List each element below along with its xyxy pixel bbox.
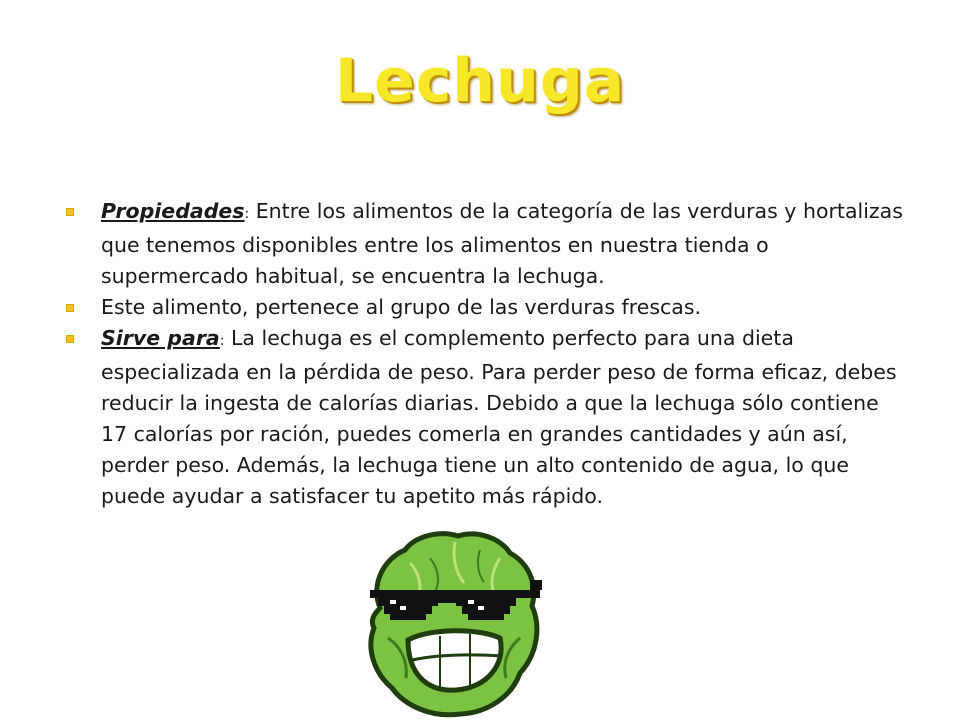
bullet-term: Sirve para <box>101 326 220 350</box>
lettuce-sunglasses-icon <box>360 528 545 720</box>
bullet-item-propiedades <box>64 196 904 292</box>
bullet-square-icon <box>66 304 74 312</box>
bullet-term: Propiedades <box>101 199 245 223</box>
bullet-list <box>64 196 904 512</box>
bullet-text: Este alimento, pertenece al grupo de las verduras frescas. <box>101 295 702 319</box>
bullet-square-icon <box>66 335 74 343</box>
bullet-text: Entre los alimentos de la categoría de las verduras y hortalizas que tenemos disponibles entre los alimentos en nuestra tienda o supermercado habitual, se encuentra la lechuga. <box>101 199 903 288</box>
bullet-item-grupo <box>64 292 904 323</box>
slide-title: Lechuga <box>334 46 626 116</box>
term-colon: : <box>244 206 250 222</box>
bullet-text: La lechuga es el complemento perfecto para una dieta especializada en la pérdida de peso. Para perder peso de forma eficaz, debes reducir la ingesta de calorías diarias. Debido a que la lechuga sólo contiene 17 calorías por ración, puedes comerla en grandes cantidades y aún así, perder peso. Además, la lechuga tiene un alto contenido de agua, lo que puede ayudar a satisfacer tu apetito más rápido. <box>101 326 897 508</box>
term-colon: : <box>219 333 225 349</box>
bullet-item-sirve-para <box>64 323 904 512</box>
bullet-square-icon <box>66 208 74 216</box>
